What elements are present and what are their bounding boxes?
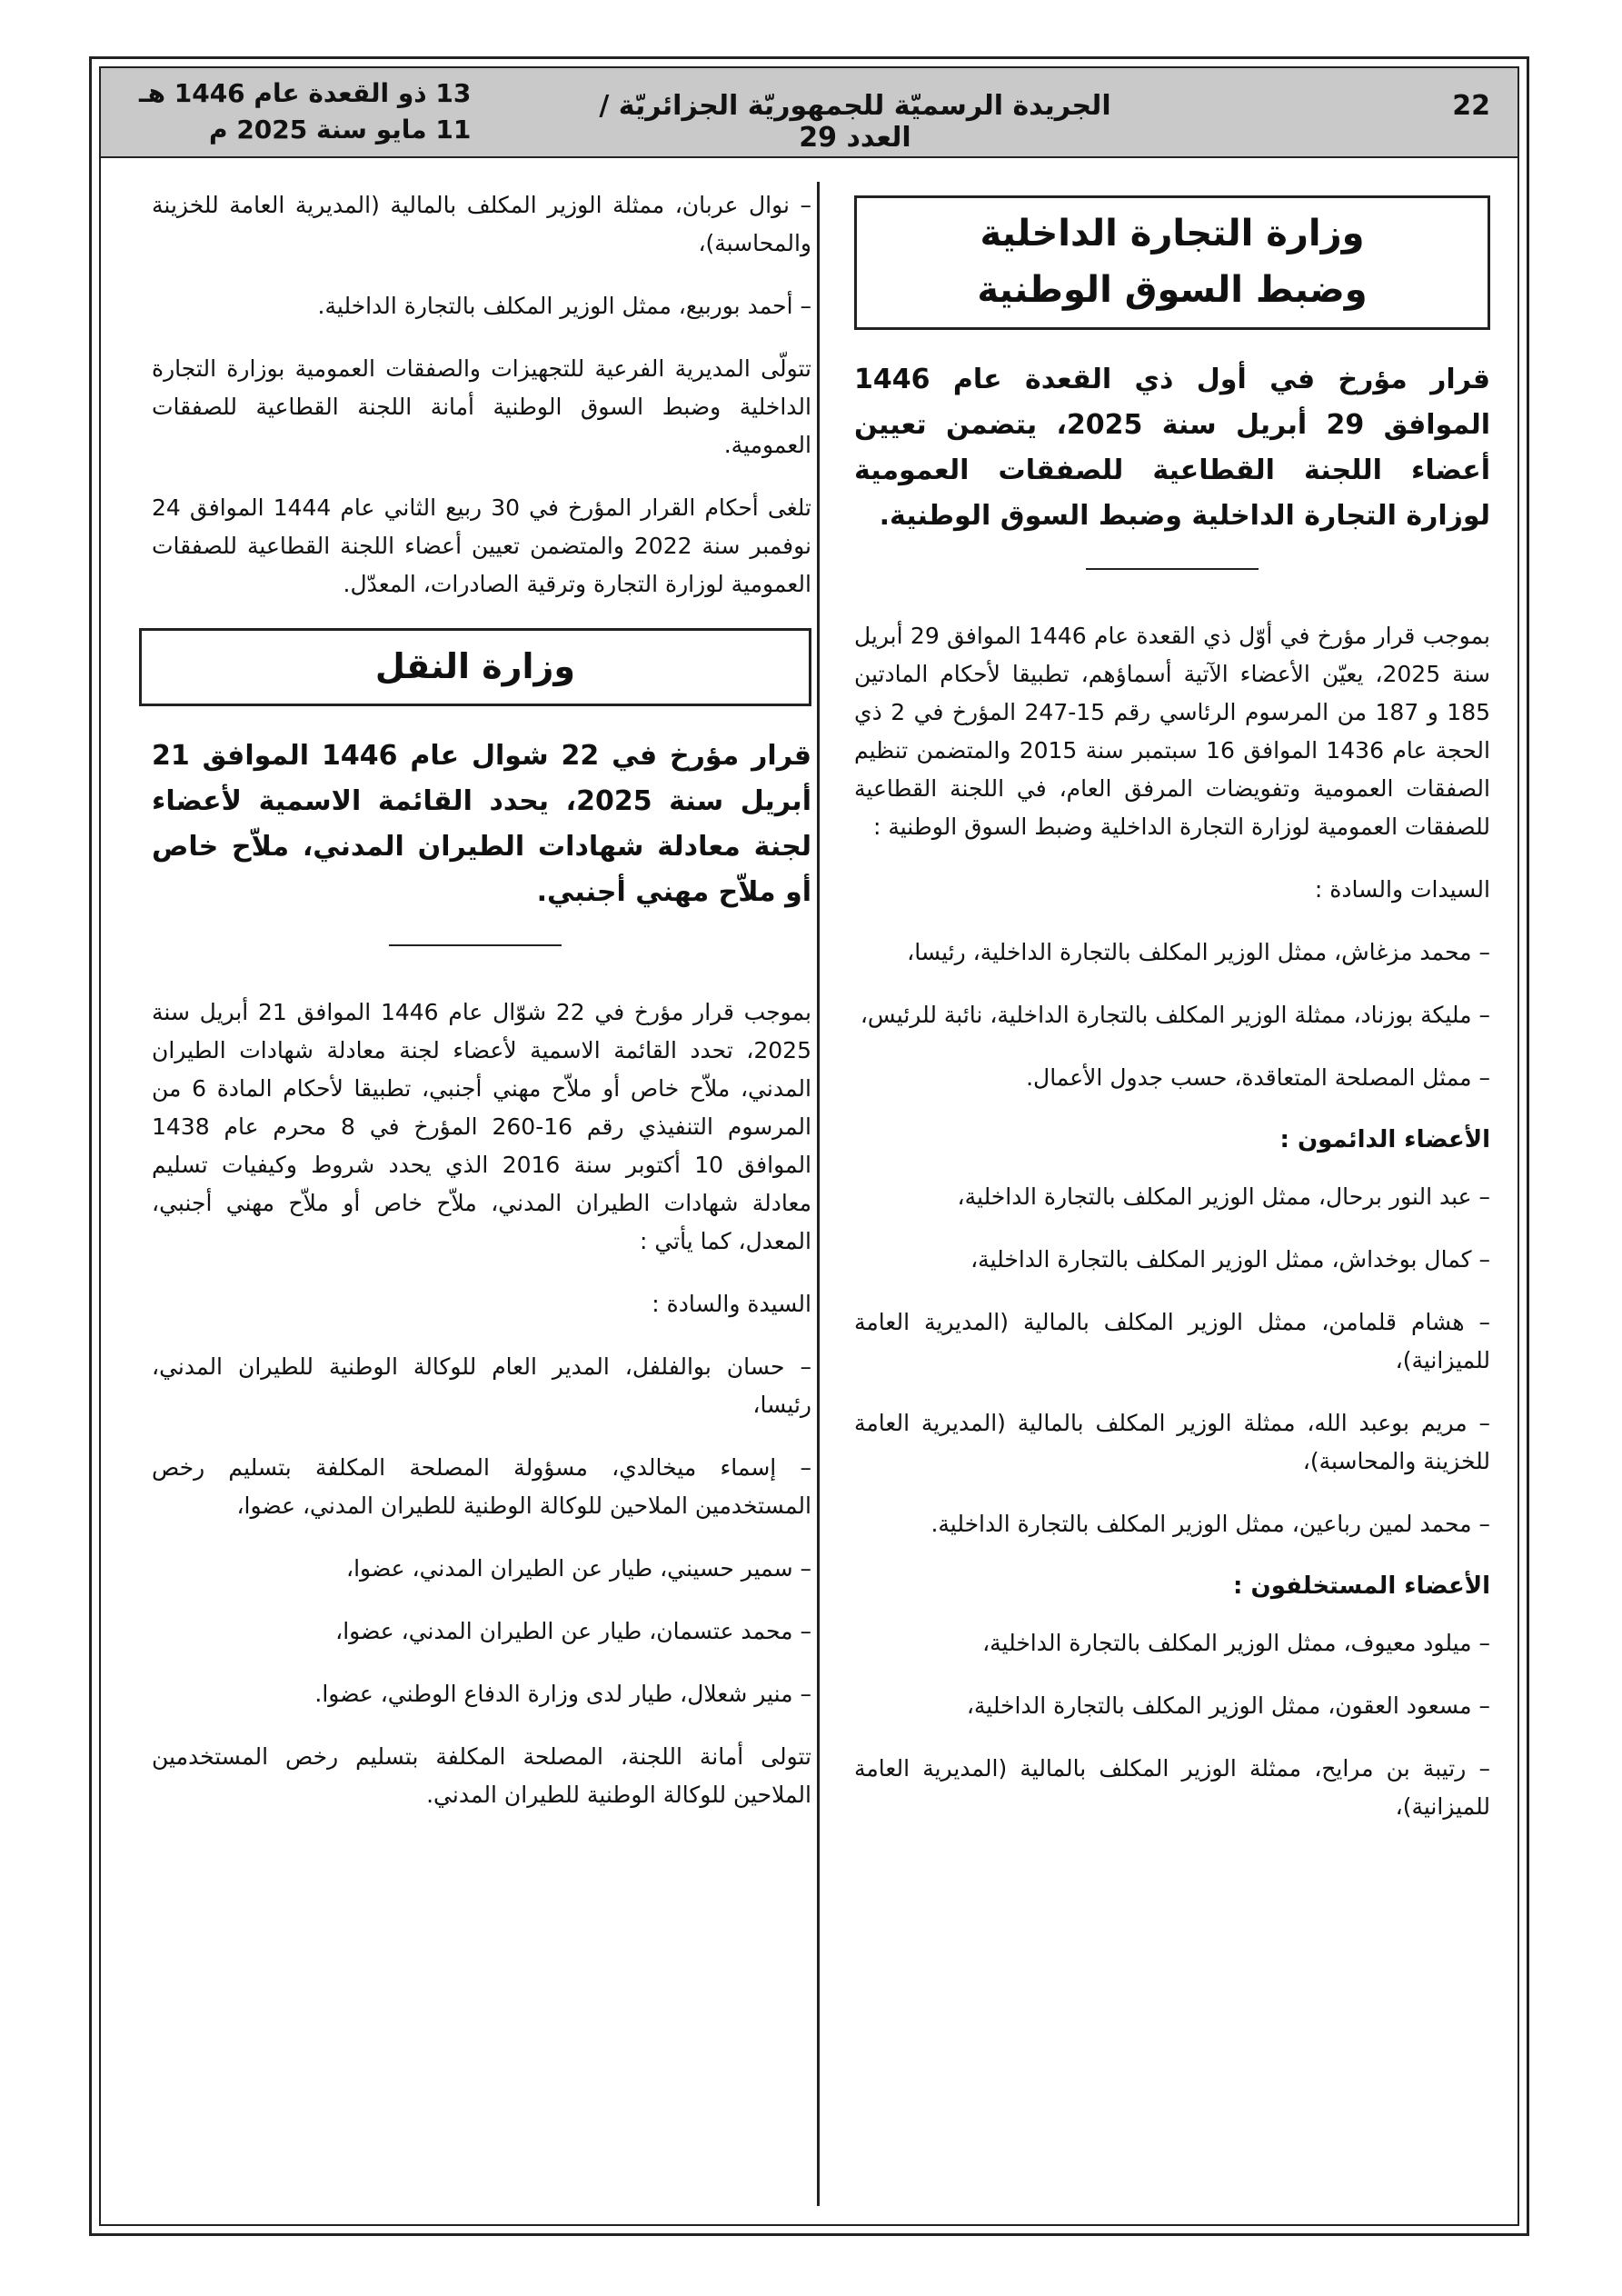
separator-line (1086, 568, 1259, 570)
member-item: – عبد النور برحال، ممثل الوزير المكلف بالتجارة الداخلية، (957, 1183, 1490, 1210)
gregorian-date: 11 مايو سنة 2025 م (209, 115, 472, 145)
salutation: السيدة والسادة : (652, 1291, 811, 1317)
member-item: – كمال بوخداش، ممثل الوزير المكلف بالتجارة الداخلية، (970, 1246, 1490, 1273)
left-column (139, 186, 811, 2197)
ministry-line-2: وضبط السوق الوطنية (977, 269, 1368, 311)
decree-body: بموجب قرار مؤرخ في أوّل ذي القعدة عام 1446 الموافق 29 أبريل سنة 2025، يعيّن الأعضاء الآتية أسماؤهم، تطبيقا لأحكام المادتين 185 و 187 من المرسوم الرئاسي رقم 15-247 المؤرخ في 2 ذي الحجة عام 1436 الموافق 16 سبتمبر سنة 2015 والمتضمن تنظيم الصفقات العمومية وتفويضات المرفق العام، في اللجنة القطاعية للصفقات العمومية لوزارة التجارة الداخلية وضبط السوق الوطنية : (854, 623, 1491, 840)
page-frame (89, 56, 1529, 2236)
closing-paragraph: تتولى أمانة اللجنة، المصلحة المكلفة بتسليم رخص المستخدمين الملاحين للوكالة الوطنية للطيران المدني. (152, 1743, 811, 1808)
separator-line (389, 944, 562, 946)
ministry-name: وزارة النقل (374, 646, 576, 686)
member-item: – محمد مزغاش، ممثل الوزير المكلف بالتجارة الداخلية، رئيسا، (907, 939, 1490, 965)
repeal-paragraph: تلغى أحكام القرار المؤرخ في 30 ربيع الثاني عام 1444 الموافق 24 نوفمبر سنة 2022 والمتضمن تعيين أعضاء اللجنة القطاعية للصفقات العمومية لوزارة التجارة وترقية الصادرات، المعدّل. (152, 494, 812, 597)
ministry-heading-trade (854, 195, 1490, 330)
journal-title: الجريدة الرسميّة للجمهوريّة الجزائريّة / العدد 29 (599, 90, 1111, 154)
member-item: – ميلود معيوف، ممثل الوزير المكلف بالتجارة الداخلية، (982, 1630, 1490, 1656)
page-inner-frame (99, 66, 1519, 2226)
member-item: – سمير حسيني، طيار عن الطيران المدني، عضوا، (346, 1555, 811, 1582)
member-item: – مليكة بوزناد، ممثلة الوزير المكلف بالتجارة الداخلية، نائبة للرئيس، (860, 1002, 1490, 1028)
member-item: – رتيبة بن مرايح، ممثلة الوزير المكلف بالمالية (المديرية العامة للميزانية)، (854, 1755, 1490, 1820)
member-item: – هشام قلمامن، ممثل الوزير المكلف بالمالية (المديرية العامة للميزانية)، (854, 1309, 1490, 1373)
member-item: – إسماء ميخالدي، مسؤولة المصلحة المكلفة بتسليم رخص المستخدمين الملاحين للوكالة الوطنية للطيران المدني، عضوا، (152, 1454, 811, 1519)
secretariat-paragraph: تتولّى المديرية الفرعية للتجهيزات والصفقات العمومية بوزارة التجارة الداخلية وضبط السوق الوطنية أمانة اللجنة القطاعية للصفقات العمومية. (152, 355, 811, 458)
hijri-date: 13 ذو القعدة عام 1446 هـ (139, 78, 472, 108)
member-item: – محمد لمين رباعين، ممثل الوزير المكلف بالتجارة الداخلية. (930, 1511, 1490, 1537)
page-number: 22 (1452, 90, 1490, 122)
member-item: – حسان بوالفلفل، المدير العام للوكالة الوطنية للطيران المدني، رئيسا، (152, 1353, 811, 1418)
column-divider (817, 182, 820, 2206)
member-item: – مسعود العقون، ممثل الوزير المكلف بالتجارة الداخلية، (966, 1692, 1490, 1719)
right-column (854, 186, 1490, 2197)
ministry-line-1: وزارة التجارة الداخلية (980, 213, 1365, 255)
decree-title: قرار مؤرخ في 22 شوال عام 1446 الموافق 21 أبريل سنة 2025، يحدد القائمة الاسمية لأعضاء لجنة معادلة شهادات الطيران المدني، ملاّح خاص أو ملاّح مهني أجنبي. (152, 740, 811, 908)
permanent-members-heading: الأعضاء الدائمون : (1279, 1126, 1490, 1153)
member-item: – نوال عربان، ممثلة الوزير المكلف بالمالية (المديرية العامة للخزينة والمحاسبة)، (152, 192, 811, 256)
decree-title: قرار مؤرخ في أول ذي القعدة عام 1446 الموافق 29 أبريل سنة 2025، يتضمن تعيين أعضاء اللجنة القطاعية للصفقات العمومية لوزارة التجارة الداخلية وضبط السوق الوطنية. (854, 364, 1491, 532)
ministry-heading-transport (139, 628, 811, 706)
member-item: – مريم بوعبد الله، ممثلة الوزير المكلف بالمالية (المديرية العامة للخزينة والمحاسبة)، (854, 1410, 1490, 1474)
alternate-members-heading: الأعضاء المستخلفون : (1233, 1572, 1490, 1600)
member-item: – محمد عتسمان، طيار عن الطيران المدني، عضوا، (335, 1618, 811, 1644)
salutation: السيدات والسادة : (1314, 876, 1490, 903)
journal-header (101, 68, 1518, 158)
member-item: – أحمد بوربيع، ممثل الوزير المكلف بالتجارة الداخلية. (317, 293, 811, 319)
member-item: – منير شعلال، طيار لدى وزارة الدفاع الوطني، عضوا. (314, 1681, 811, 1707)
decree-body: بموجب قرار مؤرخ في 22 شوّال عام 1446 الموافق 21 أبريل سنة 2025، تحدد القائمة الاسمية لأعضاء لجنة معادلة شهادات الطيران المدني، ملاّح خاص أو ملاّح مهني أجنبي، تطبيقا لأحكام المادة 6 من المرسوم التنفيذي رقم 16-260 المؤرخ في 8 محرم عام 1438 الموافق 10 أكتوبر سنة 2016 الذي يحدد شروط وكيفيات تسليم معادلة شهادات الطيران المدني، ملاّح خاص أو ملاّح مهني أجنبي، المعدل، كما يأتي : (152, 999, 812, 1254)
issue-date (139, 75, 471, 148)
member-item: – ممثل المصلحة المتعاقدة، حسب جدول الأعمال. (1026, 1064, 1490, 1091)
